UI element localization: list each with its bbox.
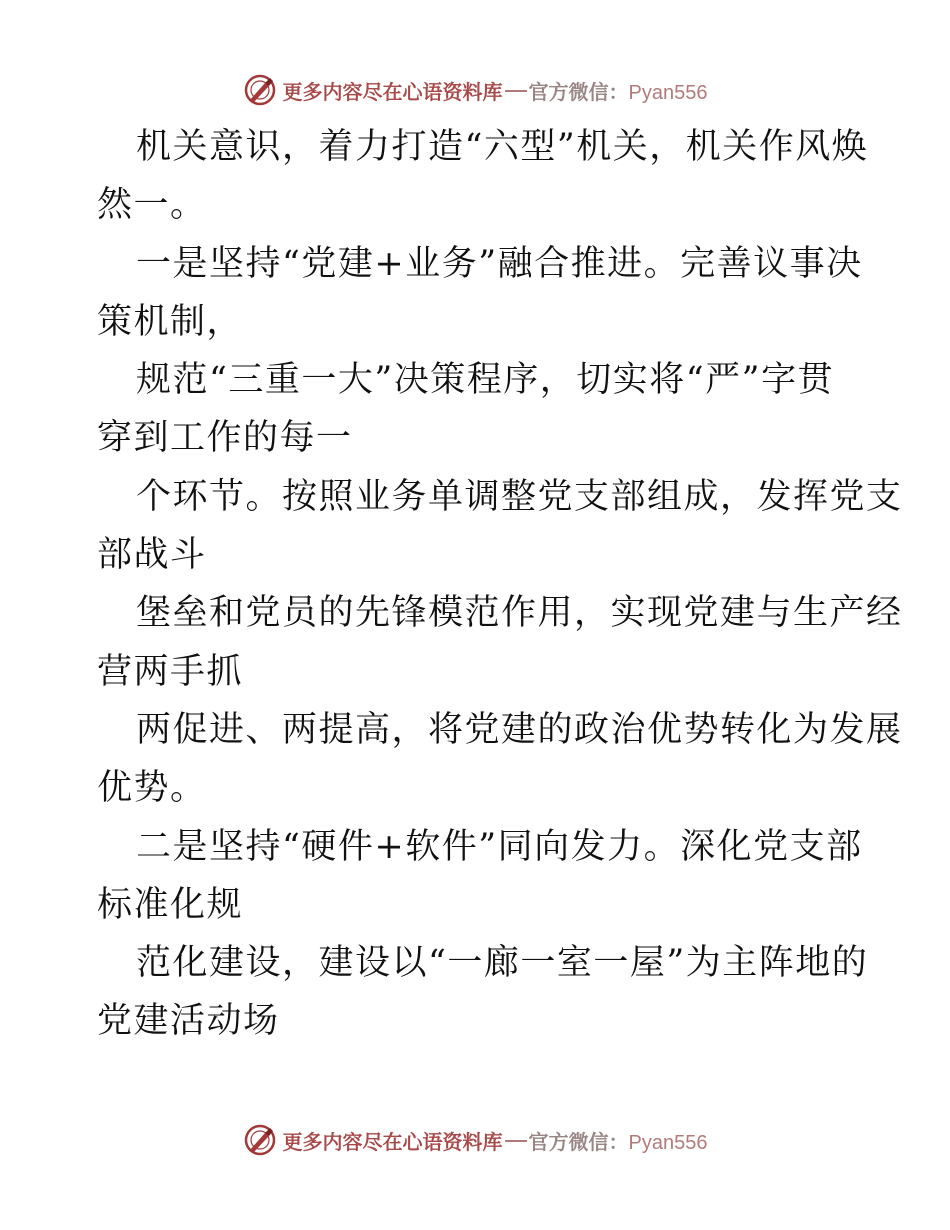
banner-wechat-id: Pyan556 [628, 1131, 708, 1154]
text-line: 党建活动场 [97, 1001, 280, 1042]
banner-wechat-label: 官方微信： [528, 1129, 629, 1154]
text-line: 个环节。按照业务单调整党支部组成，发挥党支 [136, 476, 903, 517]
pen-logo-icon [243, 1123, 277, 1157]
banner-text [283, 1126, 708, 1155]
text-line: 优势。 [97, 768, 207, 809]
pen-logo-icon [243, 73, 277, 107]
text-line: 堡垒和党员的先锋模范作用，实现党建与生产经 [136, 593, 903, 634]
text-line: 二是坚持“硬件+软件”同向发力。深化党支部 [136, 826, 863, 867]
text-line: 部战斗 [97, 535, 207, 576]
banner-main-text: 更多内容尽在心语资料库 [282, 1129, 503, 1154]
banner-dash [505, 90, 527, 92]
text-line: 机关意识，着力打造“六型”机关，机关作风焕 [136, 127, 869, 167]
banner-wechat-label: 官方微信： [528, 79, 629, 104]
text-line: 规范“三重一大”决策程序，切实将“严”字贯 [136, 360, 835, 401]
banner-wechat-id: Pyan556 [628, 81, 708, 104]
text-line: 穿到工作的每一 [97, 418, 353, 459]
document-body [97, 118, 903, 1051]
banner-main-text: 更多内容尽在心语资料库 [282, 79, 503, 104]
banner-text [283, 76, 708, 105]
footer-banner [0, 1120, 950, 1160]
text-line: 范化建设，建设以“一廊一室一屋”为主阵地的 [136, 943, 869, 984]
banner-dash [505, 1140, 527, 1142]
text-line: 一是坚持“党建+业务”融合推进。完善议事决 [136, 243, 863, 284]
text-line: 策机制， [97, 301, 244, 342]
text-line: 两促进、两提高，将党建的政治优势转化为发展 [136, 709, 903, 750]
text-line: 营两手抓 [97, 651, 244, 692]
text-line: 标准化规 [97, 884, 244, 925]
header-banner [0, 70, 950, 110]
text-line: 然一。 [97, 185, 207, 226]
